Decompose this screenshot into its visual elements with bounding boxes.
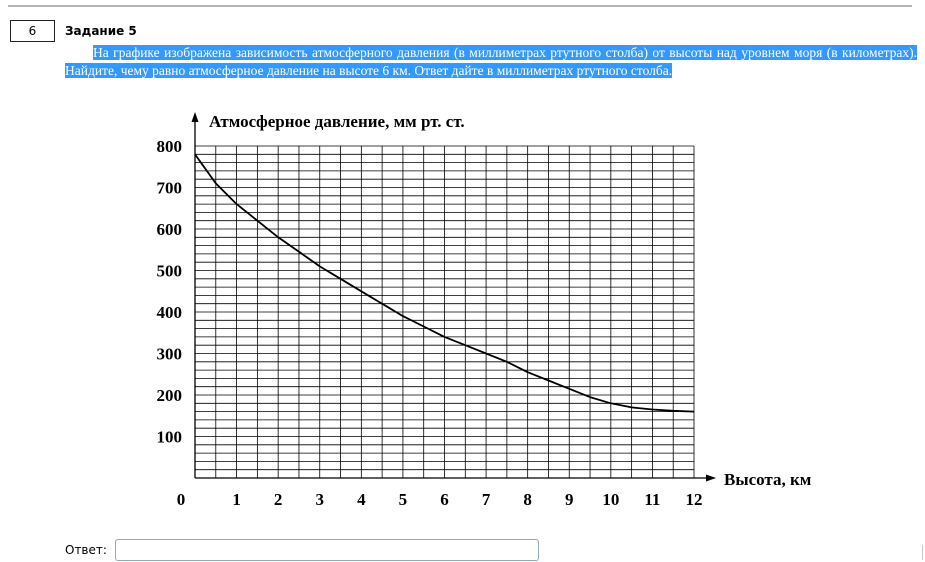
y-tick-label: 500 xyxy=(156,261,182,281)
task-number: 6 xyxy=(10,20,55,42)
x-tick-label: 8 xyxy=(523,490,532,509)
x-tick-label: 3 xyxy=(315,490,324,509)
y-tick-label: 600 xyxy=(156,220,182,239)
y-tick-label: 300 xyxy=(156,344,182,364)
y-axis-title: Атмосферное давление, мм рт. ст. xyxy=(209,112,465,131)
edge-mark xyxy=(922,545,923,560)
x-tick-label: 9 xyxy=(565,490,574,509)
x-tick-label: 11 xyxy=(644,490,661,509)
y-tick-label: 100 xyxy=(156,427,182,447)
x-tick-label: 4 xyxy=(357,490,366,509)
x-axis-title: Высота, км xyxy=(724,470,812,489)
y-tick-label: 700 xyxy=(156,178,182,198)
task-statement-text: На графике изображена зависимость атмосферного давления (в миллиметрах ртутного столба) от высоты над уровнем моря (в километрах). Найдите, чему равно атмосферное давление на высоте 6 км. Ответ дайте в миллиметрах ртутного столба. xyxy=(65,45,917,78)
x-tick-label: 10 xyxy=(602,490,620,509)
answer-input[interactable] xyxy=(115,539,539,561)
x-tick-label: 0 xyxy=(176,490,186,509)
x-tick-label: 5 xyxy=(398,490,408,509)
y-tick-label: 200 xyxy=(156,386,182,405)
x-tick-label: 1 xyxy=(232,490,241,509)
answer-label: Ответ: xyxy=(65,543,107,557)
y-tick-label: 400 xyxy=(156,303,182,322)
x-tick-label: 12 xyxy=(685,490,703,509)
x-tick-label: 2 xyxy=(273,490,283,509)
x-tick-label: 7 xyxy=(481,490,491,509)
x-axis-arrow xyxy=(706,475,716,482)
y-tick-label: 800 xyxy=(156,137,182,156)
chart-grid xyxy=(195,146,694,478)
task-title: Задание 5 xyxy=(65,24,137,38)
x-tick-label: 6 xyxy=(440,490,449,509)
y-axis-arrow xyxy=(192,112,199,122)
